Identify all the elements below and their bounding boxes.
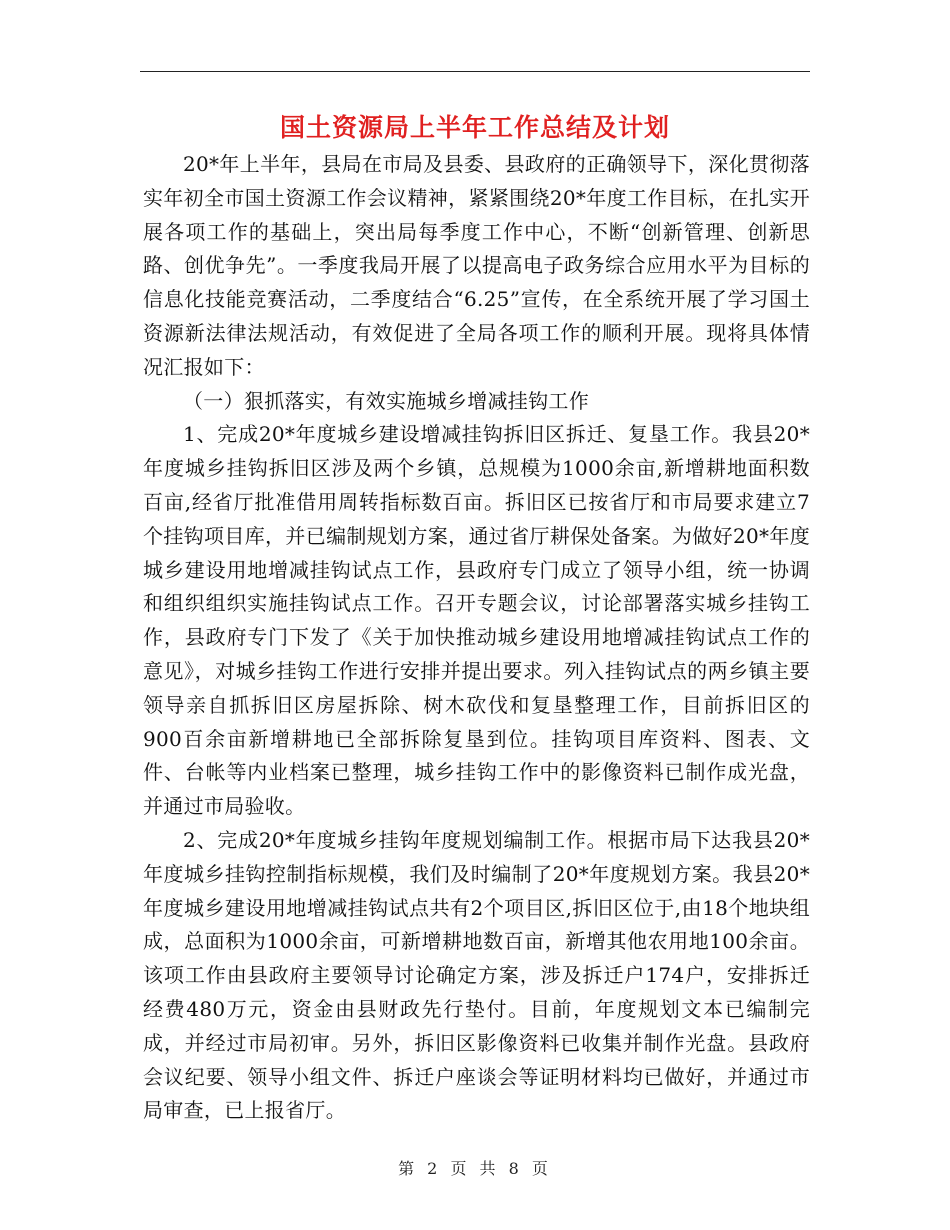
paragraph-item-1: 1、完成20*年度城乡建设增减挂钩拆旧区拆迁、复垦工作。我县20*年度城乡挂钩拆旧区涉及两个乡镇，总规模为1000余亩,新增耕地面积数百亩,经省厅批准借用周转指标数百亩。拆旧区已按省厅和市局要求建立7个挂钩项目库，并已编制规划方案，通过省厅耕保处备案。为做好20*年度城乡建设用地增减挂钩试点工作，县政府专门成立了领导小组，统一协调和组织组织实施挂钩试点工作。召开专题会议，讨论部署落实城乡挂钩工作，县政府专门下发了《关于加快推动城乡建设用地增减挂钩试点工作的意见》，对城乡挂钩工作进行安排并提出要求。列入挂钩试点的两乡镇主要领导亲自抓拆旧区房屋拆除、树木砍伐和复垦整理工作，目前拆旧区的900百余亩新增耕地已全部拆除复垦到位。挂钩项目库资料、图表、文件、台帐等内业档案已整理，城乡挂钩工作中的影像资料已制作成光盘，并通过市局验收。 bbox=[143, 422, 810, 819]
page-footer: 第 2 页 共 8 页 bbox=[398, 1159, 552, 1178]
paragraph-item-2: 2、完成20*年度城乡挂钩年度规划编制工作。根据市局下达我县20*年度城乡挂钩控制指标规模，我们及时编制了20*年度规划方案。我县20*年度城乡建设用地增减挂钩试点共有2个项目区,拆旧区位于,由18个地块组成，总面积为1000余亩，可新增耕地数百亩，新增其他农用地100余亩。该项工作由县政府主要领导讨论确定方案，涉及拆迁户174户，安排拆迁经费480万元，资金由县财政先行垫付。目前，年度规划文本已编制完成，并经过市局初审。另外，拆旧区影像资料已收集并制作光盘。县政府会议纪要、领导小组文件、拆迁户座谈会等证明材料均已做好，并通过市局审查，已上报省厅。 bbox=[143, 827, 810, 1123]
document-body bbox=[143, 148, 810, 1128]
document-title: 国土资源局上半年工作总结及计划 bbox=[279, 113, 670, 142]
section-heading-1: （一）狠抓落实，有效实施城乡增减挂钩工作 bbox=[183, 388, 589, 413]
header-rule bbox=[140, 71, 810, 72]
paragraph-intro: 20*年上半年，县局在市局及县委、县政府的正确领导下，深化贯彻落实年初全市国土资源工作会议精神，紧紧围绕20*年度工作目标，在扎实开展各项工作的基础上，突出局每季度工作中心，不断“创新管理、创新思路、创优争先”。一季度我局开展了以提高电子政务综合应用水平为目标的信息化技能竞赛活动，二季度结合“6.25”宣传，在全系统开展了学习国土资源新法律法规活动，有效促进了全局各项工作的顺利开展。现将具体情况汇报如下： bbox=[143, 152, 810, 379]
